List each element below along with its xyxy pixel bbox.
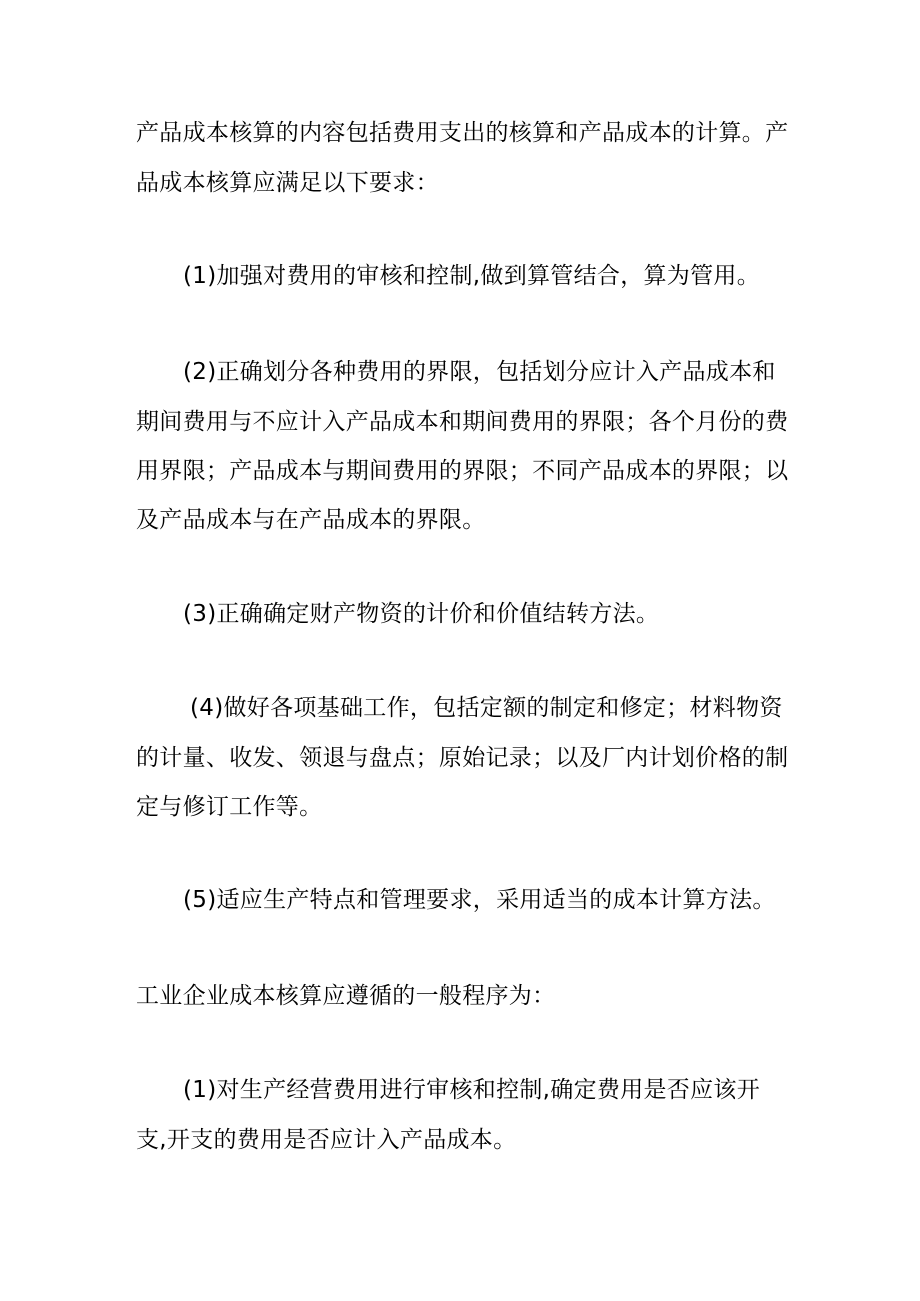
paragraph-line: 品成本核算应满足以下要求： [136,170,439,196]
paragraph-line: 用界限；产品成本与期间费用的界限；不同产品成本的界限；以 [136,458,789,484]
paragraph-line: 工业企业成本核算应遵循的一般程序为： [136,983,556,1009]
paragraph-line: (1)加强对费用的审核和控制,做到算管结合，算为管用。 [183,263,760,289]
paragraph-line: (3)正确确定财产物资的计价和价值结转方法。 [183,601,660,627]
paragraph-line: 定与修订工作等。 [136,794,323,820]
paragraph-line: (2)正确划分各种费用的界限，包括划分应计入产品成本和 [183,359,776,385]
paragraph-line: 支,开支的费用是否应计入产品成本。 [136,1127,517,1153]
paragraph-line: (1)对生产经营费用进行审核和控制,确定费用是否应该开 [183,1077,760,1103]
paragraph-line: 及产品成本与在产品成本的界限。 [136,507,486,533]
paragraph-line: (5)适应生产特点和管理要求，采用适当的成本计算方法。 [183,887,776,913]
paragraph-line: 的计量、收发、领退与盘点；原始记录；以及厂内计划价格的制 [136,745,789,771]
paragraph-line: 期间费用与不应计入产品成本和期间费用的界限；各个月份的费 [136,409,789,435]
paragraph-line: (4)做好各项基础工作，包括定额的制定和修定；材料物资 [190,695,783,721]
paragraph-line: 产品成本核算的内容包括费用支出的核算和产品成本的计算。产 [136,120,789,146]
